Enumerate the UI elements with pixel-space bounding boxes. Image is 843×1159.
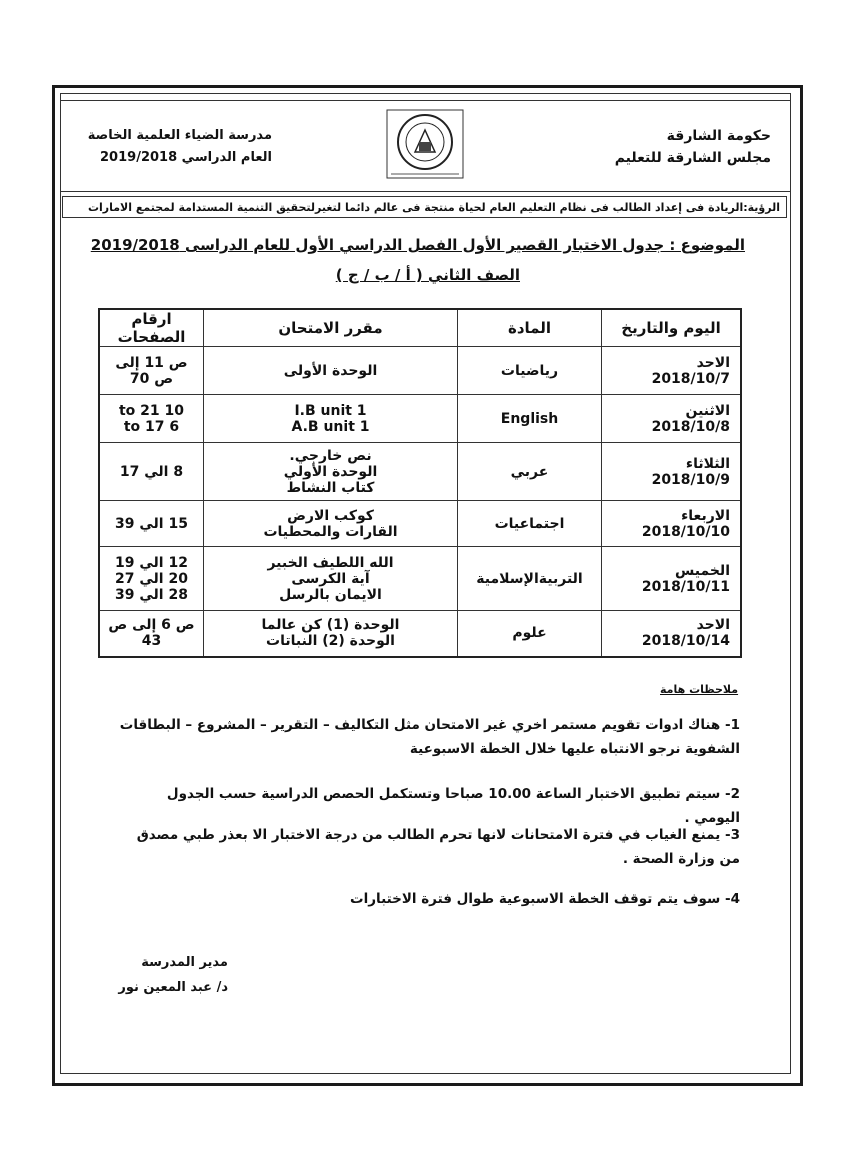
content-cell [204, 611, 458, 657]
content-line: الوحدة الأولي [283, 463, 378, 480]
subject-cell: English [458, 395, 602, 443]
content-cell [204, 347, 458, 395]
content-cell [204, 443, 458, 501]
table-row [99, 547, 741, 611]
pages-cell [99, 547, 204, 611]
content-cell [204, 547, 458, 611]
note-item: 2- سيتم تطبيق الاختبار الساعة 10.00 صباحا وتستكمل الحصص الدراسية حسب الجدول اليومي . [166, 786, 740, 826]
content-cell [204, 501, 458, 547]
table-row [99, 395, 741, 443]
content-line: كوكب الارض [287, 507, 374, 524]
table-row [99, 347, 741, 395]
table-row [99, 611, 741, 657]
note-item: 3- يمنع الغياب في فترة الامتحانات لانها تحرم الطالب من درجة الاختبار الا بعذر طبي مصدق من وزارة الصحة . [136, 827, 740, 867]
signature-role: مدير المدرسة [141, 955, 228, 970]
government-name: حكومة الشارقة [666, 128, 771, 144]
day-date-cell [602, 443, 742, 501]
content-line: آية الكرسى [291, 570, 370, 587]
day-date-cell [602, 611, 742, 657]
school-block [72, 125, 272, 169]
subject-cell: التربيةالإسلامية [458, 547, 602, 611]
signature-name: د/ عبد المعين نور [118, 980, 228, 995]
school-name: مدرسة الضياء العلمية الخاصة [87, 128, 272, 143]
council-name: مجلس الشارقة للتعليم [614, 150, 771, 166]
date: 2018/10/7 [651, 370, 730, 387]
pages-cell [99, 347, 204, 395]
document-subtitle: الصف الثاني ( أ / ب / ج ) [335, 266, 520, 284]
table-row [99, 443, 741, 501]
pages-line: 10 to 21 [118, 402, 185, 419]
content-line: I.B unit 1 [294, 402, 367, 419]
subject-cell: اجتماعيات [458, 501, 602, 547]
content-line: كتاب النشاط [286, 479, 375, 496]
pages-line: 15 الي 39 [115, 515, 188, 532]
content-line: الايمان بالرسل [279, 586, 382, 603]
content-line: الوحدة الأولى [283, 362, 378, 379]
pages-line: 8 الي 17 [119, 463, 184, 480]
pages-cell [99, 395, 204, 443]
day: الاثنين [685, 402, 730, 419]
government-block [615, 125, 771, 169]
subject-cell: علوم [458, 611, 602, 657]
day: الاحد [696, 617, 730, 634]
day: الاربعاء [681, 507, 730, 524]
date: 2018/10/8 [651, 418, 730, 435]
header-exam-content: مقرر الامتحان [204, 309, 458, 347]
pages-line: 28 الي 39 [115, 586, 188, 603]
content-line: الله اللطيف الخبير [267, 554, 394, 571]
header-subject: المادة [458, 309, 602, 347]
date: 2018/10/11 [641, 578, 730, 595]
day: الاحد [696, 354, 730, 371]
pages-cell [99, 611, 204, 657]
subject-cell: عربي [458, 443, 602, 501]
date: 2018/10/10 [641, 523, 730, 540]
notes-heading: ملاحظات هامة [660, 683, 739, 696]
content-line: القارات والمحطيات [263, 523, 398, 540]
day-date-cell [602, 501, 742, 547]
day-date-cell [602, 547, 742, 611]
subject-cell: رياضيات [458, 347, 602, 395]
day-date-cell [602, 395, 742, 443]
pages-line: 20 الي 27 [115, 570, 188, 587]
table-row [99, 501, 741, 547]
date: 2018/10/14 [641, 633, 730, 650]
day: الثلاثاء [685, 455, 730, 472]
header-pages: ارقام الصفحات [99, 309, 204, 347]
content-line: نص خارجي. [289, 447, 372, 464]
content-line: الوحدة (2) النباتات [266, 633, 395, 650]
content-line: A.B unit 1 [291, 418, 370, 435]
vision-statement: الرؤية:الريادة فى إعداد الطالب فى نظام التعليم العام لحياة منتجة فى عالم دائما لتغيرلتحقيق التنمية المستدامة لمجتمع الامارات [62, 196, 787, 218]
pages-line: 12 الي 19 [115, 554, 188, 571]
pages-line: ص 6 إلى ص 43 [108, 617, 195, 650]
content-line: الوحدة (1) كن عالما [261, 617, 400, 634]
day-date-cell [602, 347, 742, 395]
date: 2018/10/9 [651, 471, 730, 488]
exam-schedule-table [98, 308, 742, 658]
header-day-date: اليوم والتاريخ [602, 309, 742, 347]
content-cell [204, 395, 458, 443]
pages-cell [99, 443, 204, 501]
note-item: 4- سوف يتم توقف الخطة الاسبوعية طوال فترة الاختبارات [350, 891, 740, 907]
document-title: الموضوع : جدول الاختبار القصير الأول الفصل الدراسي الأول للعام الدراسى 2019/2018 [90, 236, 745, 254]
note-item: 1- هناك ادوات تقويم مستمر اخري غير الامتحان مثل التكاليف – التقرير – المشروع – البطاقات الشفوية نرجو الانتباه عليها خلال الخطة الاسبوعية [119, 717, 740, 757]
school-year: العام الدراسي 2019/2018 [100, 150, 272, 165]
table-header-row [99, 309, 741, 347]
pages-line: 6 to 17 [123, 418, 180, 435]
day: الخميس [674, 562, 730, 579]
pages-cell [99, 501, 204, 547]
pages-line: ص 11 إلى ص 70 [115, 354, 188, 387]
school-seal-icon [385, 108, 465, 180]
